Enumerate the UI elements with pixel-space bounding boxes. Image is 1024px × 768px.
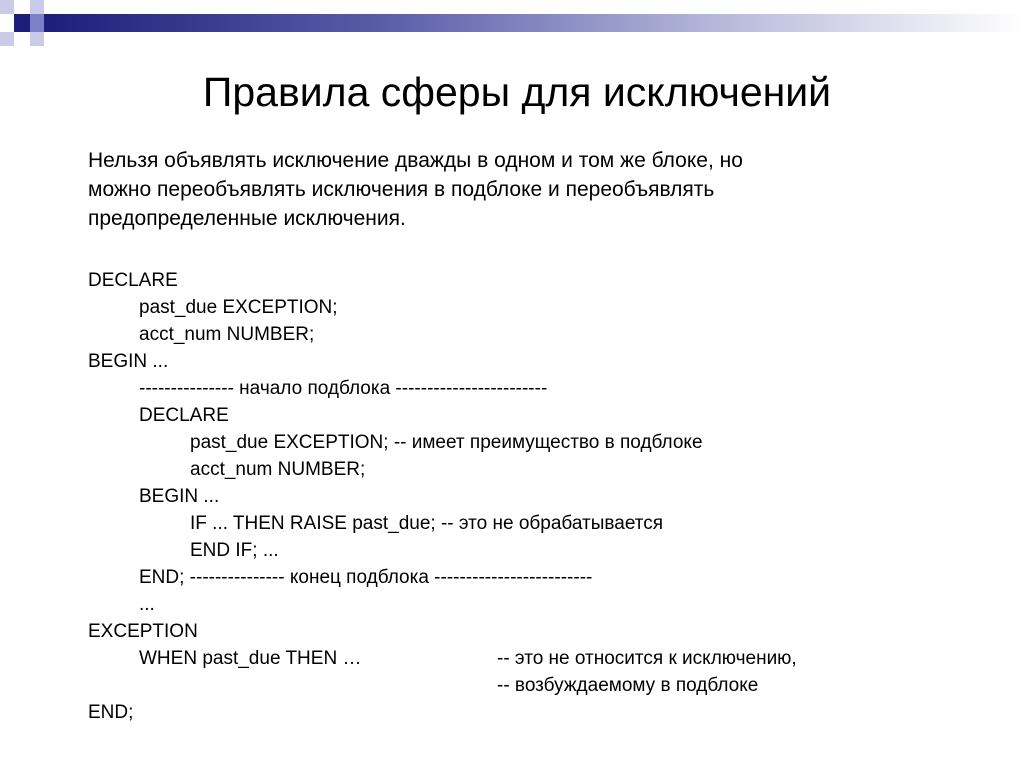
deco-square <box>30 32 44 46</box>
intro-line: Нельзя объявлять исключение дважды в одном и том же блоке, но <box>88 149 743 172</box>
code-line: ... <box>139 594 155 615</box>
header-gradient-band <box>0 0 1024 48</box>
code-statement: WHEN past_due THEN … <box>139 648 362 669</box>
code-line: IF ... THEN RAISE past_due; -- это не обрабатывается <box>190 513 664 534</box>
code-line: END IF; ... <box>190 540 279 561</box>
slide-title: Правила сферы для исключений <box>202 69 832 115</box>
deco-square <box>30 0 44 14</box>
code-line: DECLARE <box>88 270 178 291</box>
code-line: DECLARE <box>139 405 229 426</box>
code-line: END; <box>88 702 134 723</box>
code-line: acct_num NUMBER; <box>190 459 366 480</box>
deco-square <box>0 0 14 14</box>
code-line: BEGIN ... <box>139 486 220 507</box>
deco-square <box>14 14 30 32</box>
code-line: past_due EXCEPTION; -- имеет преимущество в подблоке <box>190 432 703 453</box>
code-comment: -- это не относится к исключению, <box>497 648 797 669</box>
code-line: --------------- начало подблока ------------------------ <box>139 378 548 399</box>
code-line: BEGIN ... <box>88 351 169 372</box>
code-block <box>88 267 797 726</box>
deco-square <box>30 14 44 32</box>
intro-line: можно переобъявлять исключения в подблоке и переобъявлять <box>88 178 715 201</box>
code-line: END; --------------- конец подблока ------------------------- <box>139 567 593 588</box>
intro-paragraph <box>88 146 743 233</box>
code-line <box>88 645 797 672</box>
header-band <box>44 14 1024 32</box>
code-line: EXCEPTION <box>88 621 198 642</box>
intro-line: предопределенные исключения. <box>88 207 406 230</box>
code-line: past_due EXCEPTION; <box>139 297 338 318</box>
header-decoration <box>0 0 1024 48</box>
deco-square <box>0 32 14 46</box>
code-line <box>88 672 759 699</box>
code-line: acct_num NUMBER; <box>139 324 315 345</box>
code-comment: -- возбуждаемому в подблоке <box>497 675 759 696</box>
